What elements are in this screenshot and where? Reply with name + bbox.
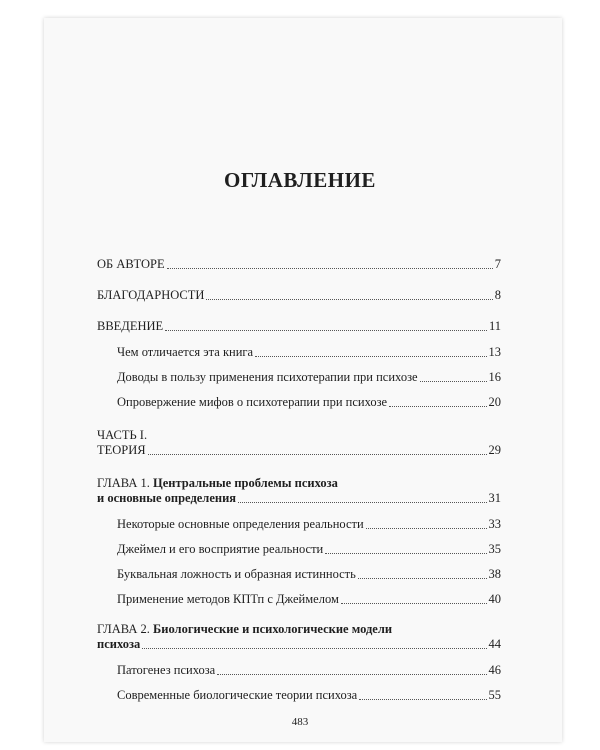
toc-subentry-ch1-4[interactable] [117, 592, 501, 607]
toc-entry-page: 55 [488, 688, 501, 702]
chapter-prefix: ГЛАВА 1. [97, 476, 153, 490]
toc-entry-title: Джеймел и его восприятие реальности [117, 542, 324, 556]
toc-entry-title: ВВЕДЕНИЕ [97, 319, 164, 333]
toc-entry-thanks[interactable] [97, 288, 501, 303]
toc-entry-page: 29 [488, 443, 501, 457]
dot-leader [420, 380, 487, 382]
toc-entry-page: 7 [494, 257, 501, 271]
toc-entry-page: 38 [488, 567, 501, 581]
dot-leader [366, 527, 487, 529]
dot-leader [217, 673, 486, 675]
chapter-title: Центральные проблемы психоза [153, 476, 338, 490]
toc-entry-page: 20 [488, 395, 501, 409]
toc-subentry-ch2-1[interactable] [117, 663, 501, 678]
toc-entry-chapter-2[interactable] [97, 622, 501, 652]
toc-entry-title: Чем отличается эта книга [117, 345, 254, 359]
toc-subentry-intro-2[interactable] [117, 370, 501, 385]
dot-leader [341, 602, 487, 604]
toc-entry-page: 16 [488, 370, 501, 384]
toc-entry-title: БЛАГОДАРНОСТИ [97, 288, 205, 302]
chapter-title-cont: и основные определения [97, 491, 237, 505]
part-label: ЧАСТЬ I. [97, 428, 148, 442]
toc-entry-title: ТЕОРИЯ [97, 443, 146, 457]
toc-entry-page: 44 [488, 637, 501, 651]
toc-entry-chapter-1[interactable] [97, 476, 501, 506]
toc-entry-page: 33 [488, 517, 501, 531]
toc-entry-page: 13 [488, 345, 501, 359]
toc-entry-page: 11 [488, 319, 501, 333]
dot-leader [325, 552, 486, 554]
dot-leader [238, 501, 486, 503]
toc-entry-title: Буквальная ложность и образная истинность [117, 567, 356, 581]
dot-leader [358, 577, 487, 579]
dot-leader [206, 298, 492, 300]
toc-subentry-intro-3[interactable] [117, 395, 501, 410]
toc-entry-part1[interactable] [97, 428, 501, 458]
toc-subentry-ch2-2[interactable] [117, 688, 501, 703]
toc-entry-title: Некоторые основные определения реальности [117, 517, 364, 531]
toc-entry-title: Современные биологические теории психоза [117, 688, 358, 702]
toc-entry-about[interactable] [97, 257, 501, 272]
page-title: ОГЛАВЛЕНИЕ [224, 168, 376, 192]
toc-entry-page: 40 [488, 592, 501, 606]
toc-entry-page: 46 [488, 663, 501, 677]
toc-subentry-ch1-3[interactable] [117, 567, 501, 582]
toc-entry-intro[interactable] [97, 319, 501, 334]
toc-entry-title: Опровержение мифов о психотерапии при психозе [117, 395, 388, 409]
dot-leader [389, 405, 486, 407]
page-number: 483 [291, 716, 309, 728]
toc-entry-title: Доводы в пользу применения психотерапии при психозе [117, 370, 418, 384]
dot-leader [167, 267, 493, 269]
toc-entry-page: 35 [488, 542, 501, 556]
toc-subentry-ch1-1[interactable] [117, 517, 501, 532]
chapter-title: Биологические и психологические модели [153, 622, 393, 636]
toc-entry-title: Патогенез психоза [117, 663, 216, 677]
toc-entry-title: ОБ АВТОРЕ [97, 257, 165, 271]
toc-entry-page: 8 [494, 288, 501, 302]
dot-leader [142, 647, 486, 649]
dot-leader [255, 355, 486, 357]
chapter-prefix: ГЛАВА 2. [97, 622, 153, 636]
chapter-title-cont: психоза [97, 637, 141, 651]
toc-subentry-intro-1[interactable] [117, 345, 501, 360]
toc-subentry-ch1-2[interactable] [117, 542, 501, 557]
dot-leader [359, 698, 486, 700]
toc-entry-title: Применение методов КПТп с Джеймелом [117, 592, 339, 606]
toc-entry-page: 31 [488, 491, 501, 505]
dot-leader [148, 453, 487, 455]
dot-leader [165, 329, 487, 331]
